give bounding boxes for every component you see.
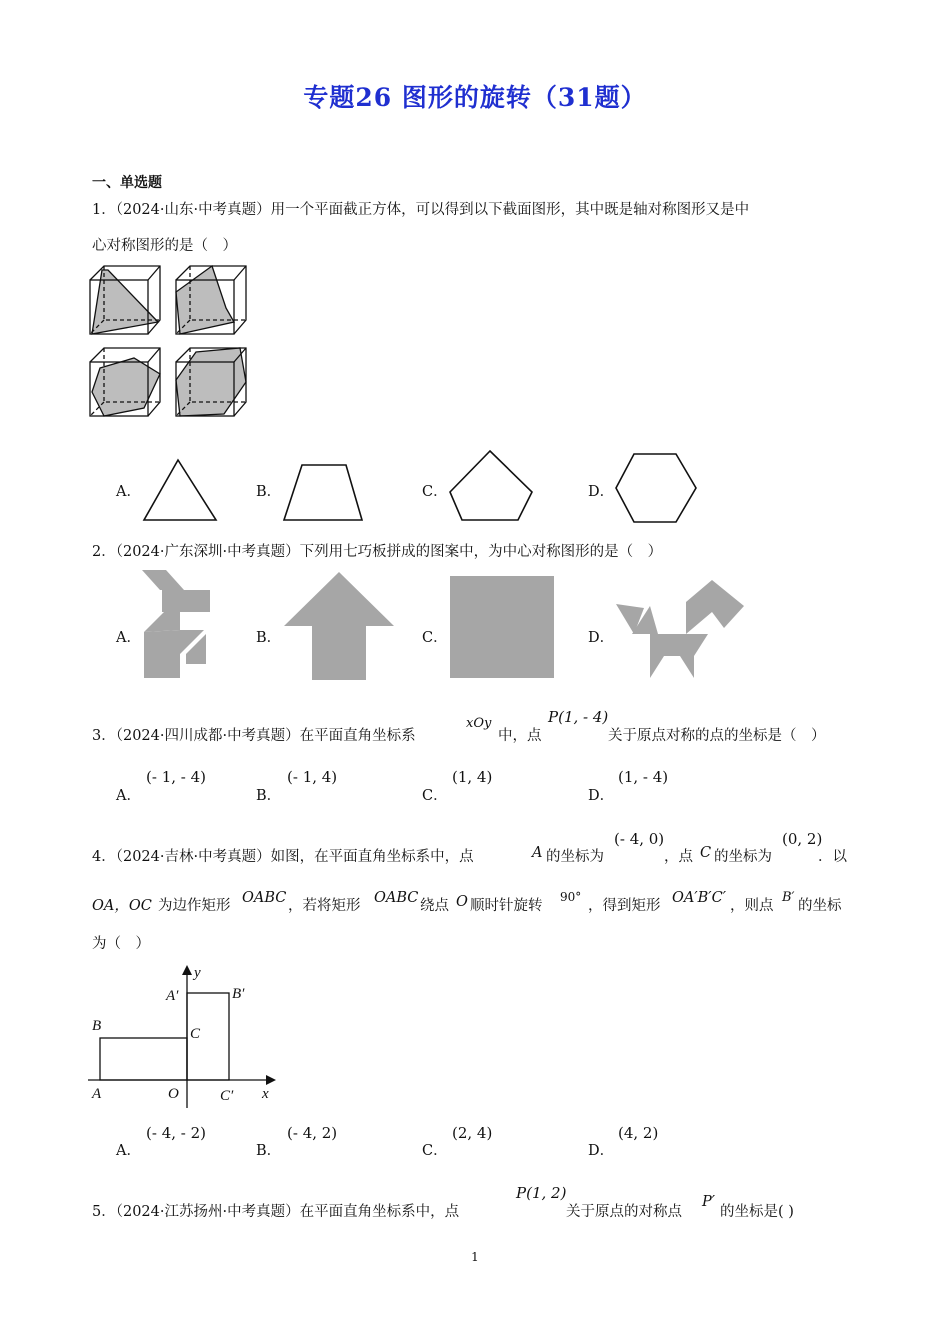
label-b-prime: B′ <box>232 986 245 1002</box>
q5-prefix: 5．（2024·江苏扬州·中考真题）在平面直角坐标系中，点 <box>92 1204 460 1220</box>
q1-option-c-label: C． <box>422 484 448 500</box>
q2-option-c-label: C． <box>422 630 448 646</box>
q4-rect: OABC <box>242 890 287 906</box>
q4-line3: 为（ ） <box>92 936 150 952</box>
x-label: x <box>262 1086 269 1102</box>
cube-3 <box>90 348 160 416</box>
q5-suffix: 的坐标是( ) <box>720 1204 794 1220</box>
rect-oabc <box>100 1038 187 1080</box>
q4-line1a: 4．（2024·吉林·中考真题）如图，在平面直角坐标系中，点 <box>92 849 474 865</box>
q4-point-bp: B′ <box>782 890 795 905</box>
q4-option-c-value: (2, 4) <box>452 1124 493 1142</box>
label-o: O <box>168 1086 179 1102</box>
cube-1 <box>90 266 160 334</box>
q2-line1: 2．（2024·广东深圳·中考真题）下列用七巧板拼成的图案中，为中心对称图形的是（ ） <box>92 544 663 560</box>
triangle-shape <box>140 456 220 526</box>
q4-point-a: A <box>532 845 543 861</box>
q3-option-a-label: A． <box>116 788 141 804</box>
q4-sides: OA，OC <box>92 898 152 914</box>
q5-point-prime: P′ <box>702 1194 716 1210</box>
q3-option-b-label: B． <box>256 788 282 804</box>
q1-option-a-label: A． <box>116 484 141 500</box>
q4-option-a-label: A． <box>116 1143 141 1159</box>
cube-4 <box>176 348 246 416</box>
q2-option-b-label: B． <box>256 630 282 646</box>
q3-option-c-value: (1, 4) <box>452 768 493 786</box>
q4-option-a-value: (- 4, - 2) <box>146 1124 206 1142</box>
q3-prefix: 3．（2024·四川成都·中考真题）在平面直角坐标系 <box>92 728 416 744</box>
label-c: C <box>190 1026 201 1042</box>
q5-point: P(1, 2) <box>516 1184 567 1202</box>
q4-rect2: OABC <box>374 890 419 906</box>
q5-mid: 关于原点的对称点 <box>566 1204 682 1220</box>
y-label: y <box>194 965 201 981</box>
q1-cube-figures <box>88 262 258 422</box>
label-a: A <box>92 1086 102 1102</box>
q4-line1e: ．以 <box>818 849 847 865</box>
section-heading: 一、单选题 <box>92 175 162 191</box>
q4-line2c: ，若将矩形 <box>288 898 361 914</box>
tangram-rabbit <box>140 568 220 680</box>
q3-point: P(1, - 4) <box>548 708 609 726</box>
pentagon-shape <box>448 448 536 524</box>
q4-point-o: O <box>456 894 468 910</box>
q4-option-c-label: C． <box>422 1143 448 1159</box>
q4-line2d: 绕点 <box>420 898 449 914</box>
q1-option-b-label: B． <box>256 484 282 500</box>
q4-point-c: C <box>700 845 712 861</box>
q3-option-b-value: (- 1, 4) <box>287 768 338 786</box>
q3-option-d-value: (1, - 4) <box>618 768 669 786</box>
q4-option-b-value: (- 4, 2) <box>287 1124 338 1142</box>
q3-option-d-label: D． <box>588 788 615 804</box>
q4-a-coord: (- 4, 0) <box>614 830 665 848</box>
label-a-prime: A′ <box>166 988 179 1004</box>
label-c-prime: C′ <box>220 1088 234 1104</box>
label-b: B <box>92 1018 102 1034</box>
q4-line2f: ，得到矩形 <box>588 898 661 914</box>
q1-option-d-label: D． <box>588 484 615 500</box>
q4-option-b-label: B． <box>256 1143 282 1159</box>
q1-line2: 心对称图形的是（ ） <box>92 238 237 254</box>
q4-option-d-label: D． <box>588 1143 615 1159</box>
q3-system: xOy <box>466 716 492 731</box>
tangram-dog <box>614 578 746 682</box>
tangram-square <box>450 576 556 680</box>
page-number: 1 <box>471 1250 479 1264</box>
q4-line1c: ，点 <box>664 849 693 865</box>
q3-option-c-label: C． <box>422 788 448 804</box>
q4-rect3: OA′B′C′ <box>672 890 726 906</box>
q4-line2b: 为边作矩形 <box>158 898 231 914</box>
q4-option-d-value: (4, 2) <box>618 1124 659 1142</box>
q4-coordinate-figure <box>86 962 286 1112</box>
q4-line2g: ，则点 <box>730 898 774 914</box>
q4-line1b: 的坐标为 <box>546 849 604 865</box>
q2-option-a-label: A． <box>116 630 141 646</box>
q4-angle: 90° <box>560 890 582 904</box>
cube-2 <box>176 266 246 334</box>
q1-line1: 1．（2024·山东·中考真题）用一个平面截正方体，可以得到以下截面图形，其中既是轴对称图形又是中 <box>92 202 750 218</box>
q3-option-a-value: (- 1, - 4) <box>146 768 206 786</box>
q3-mid: 中，点 <box>498 728 542 744</box>
q4-c-coord: (0, 2) <box>782 830 823 848</box>
q3-suffix: 关于原点对称的点的坐标是（ ） <box>608 728 826 744</box>
page-title: 专题26 图形的旋转（31题） <box>303 83 647 112</box>
q4-line1d: 的坐标为 <box>714 849 772 865</box>
q4-line2h: 的坐标 <box>798 898 842 914</box>
hexagon-shape <box>614 452 698 524</box>
trapezoid-shape <box>282 462 364 524</box>
q2-option-d-label: D． <box>588 630 615 646</box>
q4-line2e: 顺时针旋转 <box>470 898 543 914</box>
tangram-arrow <box>282 570 398 682</box>
